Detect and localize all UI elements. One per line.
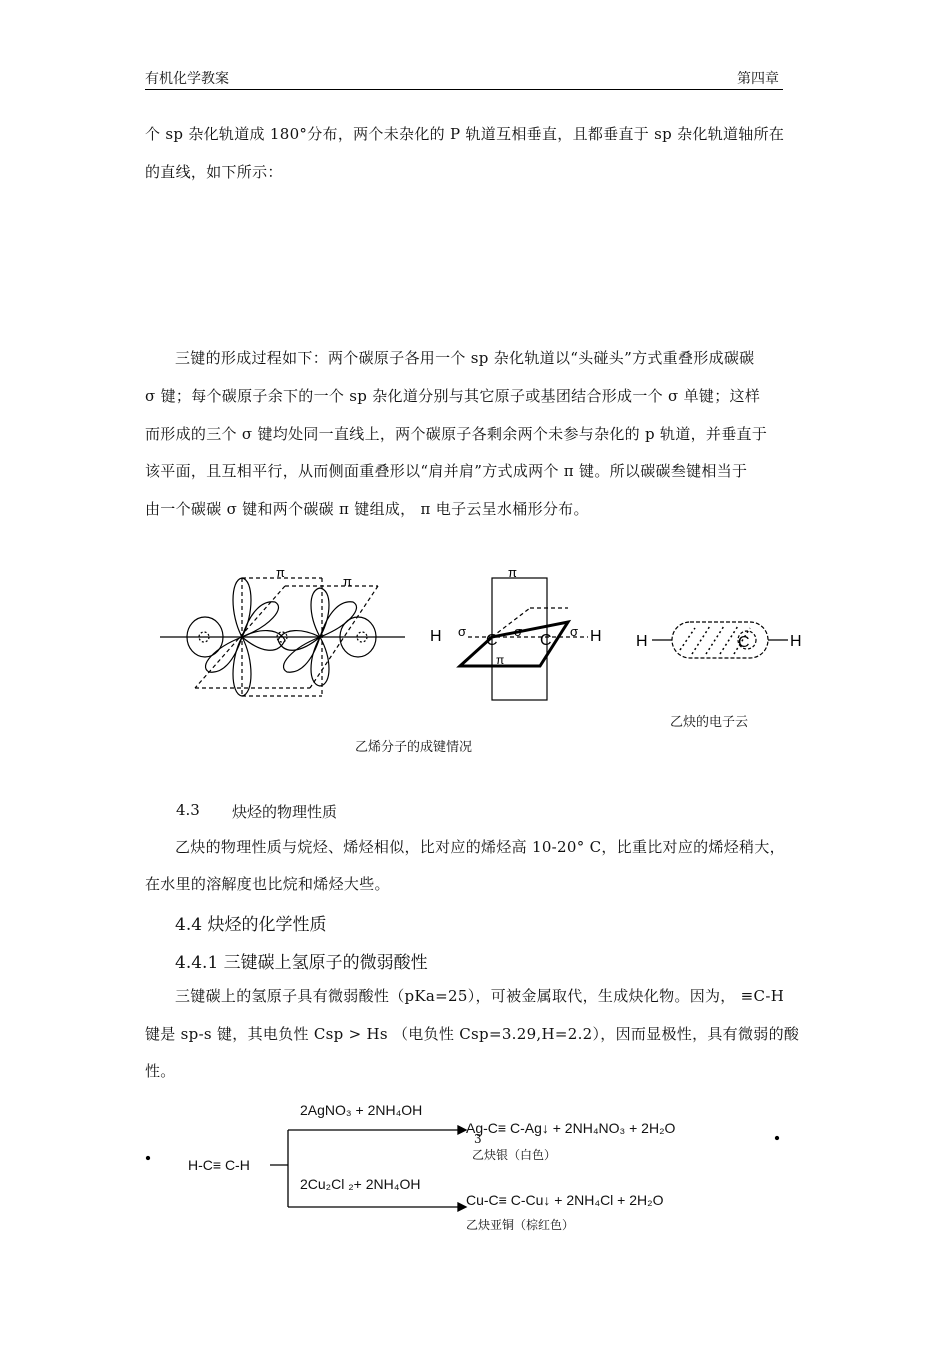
product-name-silver: 乙炔银（白色） (472, 1148, 557, 1162)
product-subscript: 3 (474, 1132, 482, 1146)
svg-text:π: π (508, 565, 517, 580)
paragraph-line: 个 sp 杂化轨道成 180°分布，两个未杂化的 P 轨道互相垂直，且都垂直于 sp 杂化轨道轴所在 (145, 125, 785, 143)
paragraph-line: 的直线，如下所示： (145, 163, 283, 181)
paragraph-line: 乙炔的物理性质与烷烃、烯烃相似，比对应的烯烃高 10-20° C，比重比对应的烯烃稍大， (175, 838, 785, 856)
paragraph-line: σ 键；每个碳原子余下的一个 sp 杂化道分别与其它原子或基团结合形成一个 σ 单键；这样 (145, 387, 761, 405)
product-silver-acetylide: Ag-C≡ C-Ag↓ + 2NH₄NO₃ + 2H₂O (466, 1120, 676, 1136)
header-rule (145, 89, 783, 90)
svg-text:π: π (276, 565, 285, 580)
electron-cloud-diagram (636, 622, 802, 658)
reactant-acetylene: H-C≡ C-H (188, 1157, 250, 1173)
svg-text:C: C (540, 632, 552, 649)
svg-text:π: π (496, 653, 505, 667)
svg-text:σ: σ (514, 624, 523, 639)
paragraph-line: 而形成的三个 σ 键均处同一直线上，两个碳原子各剩余两个未参与杂化的 p 轨道，并垂直于 (145, 425, 768, 443)
header-left: 有机化学教案 (145, 71, 229, 87)
pi-bond-diagram (160, 565, 405, 696)
reagent-copper: 2Cu₂Cl ₂+ 2NH₄OH (300, 1176, 421, 1192)
product-copper-acetylide: Cu-C≡ C-Cu↓ + 2NH₄Cl + 2H₂O (466, 1192, 664, 1208)
paragraph-line: 三键碳上的氢原子具有微弱酸性（pKa=25），可被金属取代，生成炔化物。因为， ≡C-H (175, 987, 785, 1005)
svg-text:π: π (343, 574, 352, 589)
svg-text:σ: σ (570, 624, 579, 639)
paragraph-line: 三键的形成过程如下：两个碳原子各用一个 sp 杂化轨道以“头碰头”方式重叠形成碳碳 (175, 349, 755, 367)
orbital-diagram (150, 560, 830, 710)
svg-text:H: H (636, 633, 648, 650)
sigma-pi-diagram (430, 565, 602, 700)
paragraph-line: 在水里的溶解度也比烷和烯烃大些。 (145, 875, 390, 893)
header-right: 第四章 (737, 71, 779, 87)
figure-caption-right: 乙炔的电子云 (670, 715, 749, 730)
paragraph-line: 由一个碳碳 σ 键和两个碳碳 π 键组成， π 电子云呈水桶形分布。 (145, 500, 589, 518)
paragraph-line: 键是 sp-s 键，其电负性 Csp > Hs （电负性 Csp=3.29,H=2.2），因而显极性，具有微弱的酸 (145, 1025, 800, 1043)
section-heading: 4.4 炔烃的化学性质 (175, 915, 327, 935)
svg-text:H: H (790, 633, 802, 650)
section-title: 炔烃的物理性质 (232, 803, 338, 821)
product-name-copper: 乙炔亚铜（棕红色） (466, 1218, 575, 1232)
svg-text:H: H (430, 628, 442, 645)
svg-text:H: H (590, 628, 602, 645)
section-number: 4.3 (176, 801, 200, 819)
paragraph-line: 该平面，且互相平行，从而侧面重叠形以“肩并肩”方式成两个 π 键。所以碳碳叁键相当于 (145, 462, 748, 480)
paragraph-line: 性。 (145, 1062, 176, 1080)
section-heading: 4.4.1 三键碳上氢原子的微弱酸性 (175, 953, 428, 973)
svg-text:σ: σ (458, 624, 467, 639)
svg-text:C: C (738, 634, 750, 651)
reagent-silver: 2AgNO₃ + 2NH₄OH (300, 1102, 423, 1118)
svg-text:C: C (486, 632, 498, 649)
figure-caption-left: 乙烯分子的成键情况 (355, 740, 473, 755)
